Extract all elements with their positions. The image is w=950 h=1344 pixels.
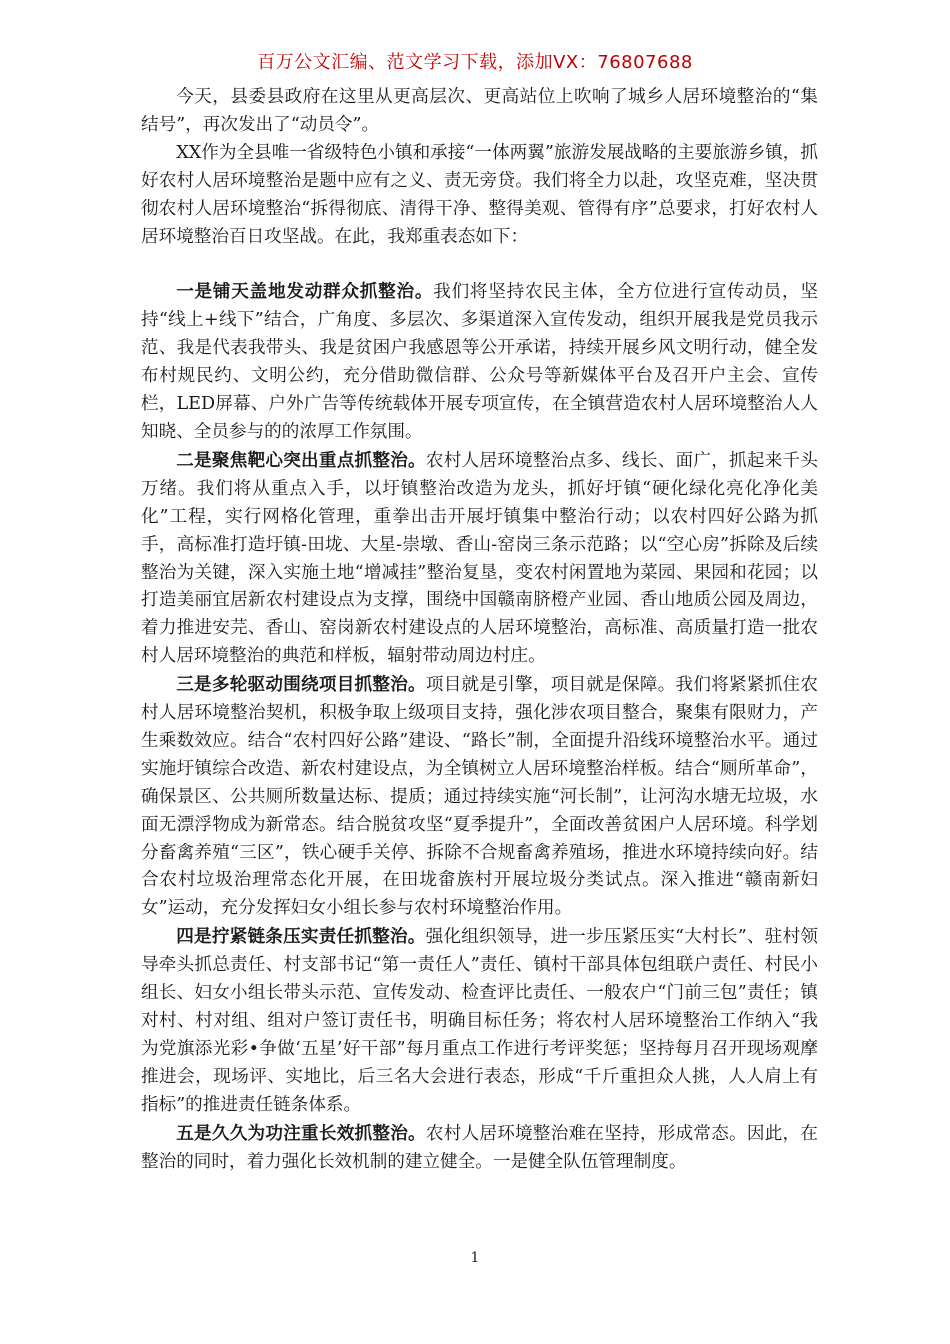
paragraph-lead: 一是铺天盖地发动群众抓整治。	[176, 281, 434, 303]
paragraph-text: 今天，县委县政府在这里从更高层次、更高站位上吹响了城乡人居环境整治的“集结号”，再次发出了“动员令”。	[141, 87, 818, 135]
header-banner: 百万公文汇编、范文学习下载，添加VX：76807688	[257, 52, 693, 73]
paragraph-text: XX作为全县唯一省级特色小镇和承接“一体两翼”旅游发展战略的主要旅游乡镇，抓好农村人居环境整治是题中应有之义、责无旁贷。我们将全力以赴，攻坚克难，坚决贯彻农村人居环境整治“拆得彻底、清得干净、整得美观、管得有序”总要求，打好农村人居环境整治百日攻坚战。在此，我郑重表态如下：	[141, 142, 818, 247]
paragraph-text: 强化组织领导，进一步压紧压实“大村长”、驻村领导牵头抓总责任、村支部书记“第一责任人”责任、镇村干部具体包组联户责任、村民小组长、妇女小组长带头示范、宣传发动、检查评比责任、一般农户“门前三包”责任；镇对村、村对组、组对户签订责任书，明确目标任务；将农村人居环境整治工作纳入“我为党旗添光彩•争做‘五星’好干部”每月重点工作进行考评奖惩；坚持每月召开现场观摩推进会，现场评、实地比，后三名大会进行表态，形成“千斤重担众人挑，人人肩上有指标”的推进责任链条体系。	[141, 927, 818, 1115]
paragraph-intro	[141, 84, 818, 140]
paragraph-lead: 二是聚焦靶心突出重点抓整治。	[176, 449, 426, 471]
paragraph-lead: 四是拧紧链条压实责任抓整治。	[176, 926, 426, 948]
paragraph-point-3	[141, 671, 818, 923]
paragraph-text: 农村人居环境整治点多、线长、面广，抓起来千头万绪。我们将从重点入手，以圩镇整治改造为龙头，抓好圩镇“硬化绿化亮化净化美化”工程，实行网格化管理，重拳出击开展圩镇集中整治行动；以农村四好公路为抓手，高标准打造圩镇-田垅、大星-崇墩、香山-窑岗三条示范路；以“空心房”拆除及后续整治为关键，深入实施土地“增减挂”整治复垦，变农村闲置地为菜园、果园和花园；以打造美丽宜居新农村建设点为支撑，围绕中国赣南脐橙产业园、香山地质公园及周边，着力推进安芫、香山、窑岗新农村建设点的人居环境整治，高标准、高质量打造一批农村人居环境整治的典范和样板，辐射带动周边村庄。	[141, 450, 818, 667]
paragraph-lead: 三是多轮驱动围绕项目抓整治。	[176, 674, 426, 696]
paragraph-point-1	[141, 278, 818, 446]
paragraph-point-5	[141, 1120, 818, 1177]
paragraph-text: 我们将坚持农民主体，全方位进行宣传动员，坚持“线上+线下”结合，广角度、多层次、多渠道深入宣传发动，组织开展我是党员我示范、我是代表我带头、我是贫困户我感恩等公开承诺，持续开展乡风文明行动，健全发布村规民约、文明公约，充分借助微信群、公众号等新媒体平台及召开户主会、宣传栏，LED屏幕、户外广告等传统载体开展专项宣传，在全镇营造农村人居环境整治人人知晓、全员参与的的浓厚工作氛围。	[141, 282, 819, 442]
page-number: 1	[470, 1250, 480, 1266]
document-body	[141, 84, 818, 1176]
paragraph-lead: 五是久久为功注重长效抓整治。	[176, 1122, 426, 1144]
paragraph-text: 项目就是引擎，项目就是保障。我们将紧紧抓住农村人居环境整治契机，积极争取上级项目支持，强化涉农项目整合，聚集有限财力，产生乘数效应。结合“农村四好公路”建设、“路长”制，全面提升沿线环境整治水平。通过实施圩镇综合改造、新农村建设点，为全镇树立人居环境整治样板。结合“厕所革命”，确保景区、公共厕所数量达标、提质；通过持续实施“河长制”，让河沟水塘无垃圾，水面无漂浮物成为新常态。结合脱贫攻坚“夏季提升”，全面改善贫困户人居环境。科学划分畜禽养殖“三区”，铁心硬手关停、拆除不合规畜禽养殖场，推进水环境持续向好。结合农村垃圾治理常态化开展，在田垅畲族村开展垃圾分类试点。深入推进“赣南新妇女”运动，充分发挥妇女小组长参与农村环境整治作用。	[141, 675, 818, 919]
paragraph-point-2	[141, 447, 818, 671]
paragraph-text: 农村人居环境整治难在坚持，形成常态。因此，在整治的同时，着力强化长效机制的建立健全。一是健全队伍管理制度。	[141, 1123, 818, 1172]
paragraph-commitment	[141, 140, 818, 252]
paragraph-point-4	[141, 923, 818, 1119]
